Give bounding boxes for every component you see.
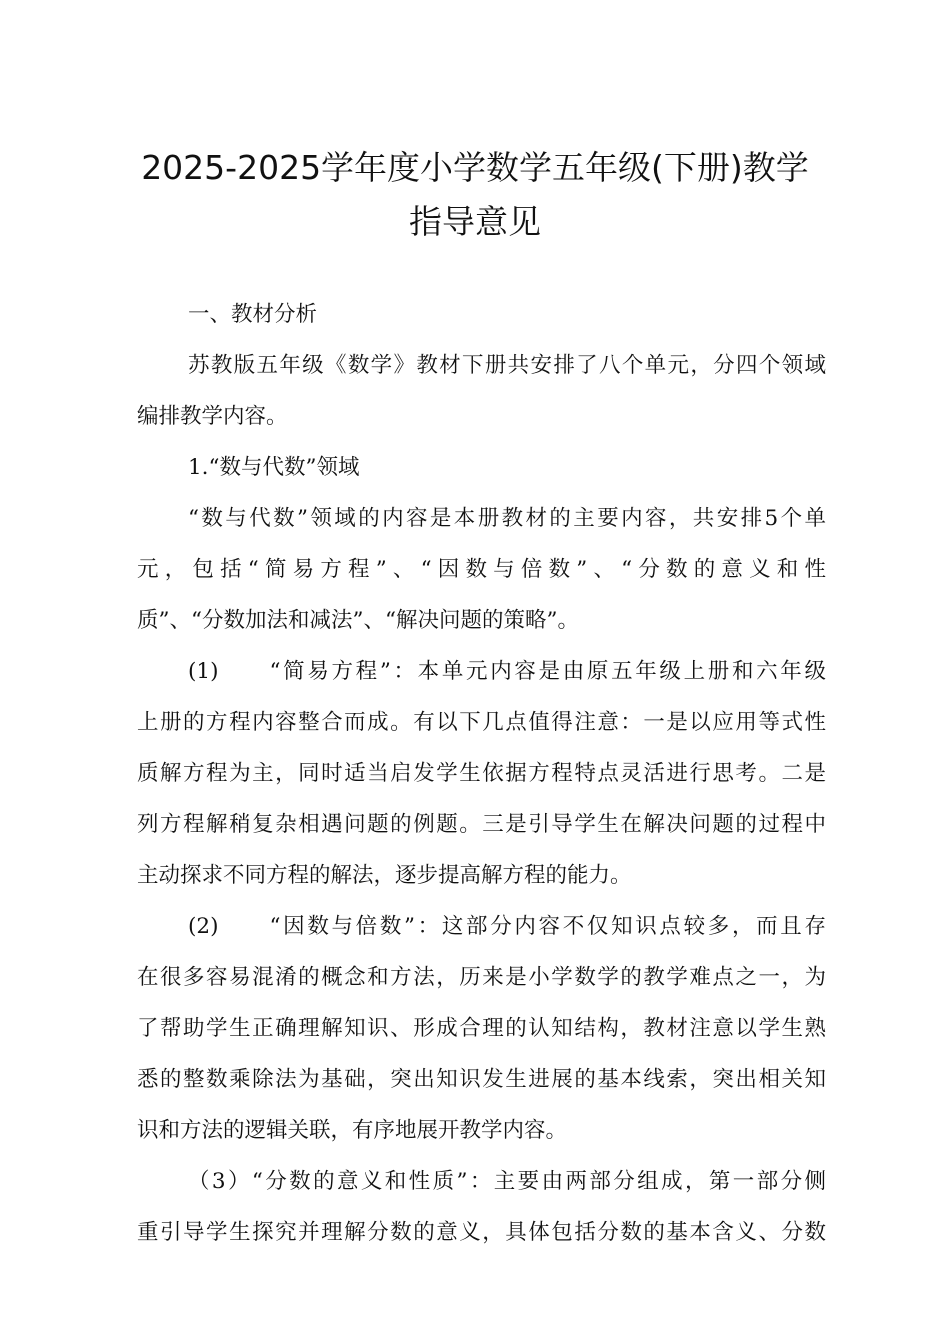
paragraph-line: (2) “因数与倍数”：这部分内容不仅知识点较多，而且存: [188, 914, 826, 939]
paragraph-line: 悉的整数乘除法为基础，突出知识发生进展的基本线索，突出相关知: [137, 1067, 826, 1092]
document-title-line-2: 指导意见: [409, 202, 541, 241]
section-heading: 一、教材分析: [188, 302, 318, 327]
paragraph-line: （3）“分数的意义和性质”：主要由两部分组成，第一部分侧: [188, 1169, 826, 1194]
paragraph-line: 元，包括“简易方程”、“因数与倍数”、“分数的意义和性: [137, 557, 826, 582]
paragraph-line: 编排教学内容。: [137, 404, 288, 429]
paragraph-line: 上册的方程内容整合而成。有以下几点值得注意：一是以应用等式性: [137, 710, 826, 735]
paragraph-line: 苏教版五年级《数学》教材下册共安排了八个单元，分四个领域: [188, 353, 826, 378]
paragraph-line: 质”、“分数加法和减法”、“解决问题的策略”。: [137, 608, 579, 633]
paragraph-line: 重引导学生探究并理解分数的意义，具体包括分数的基本含义、分数: [137, 1220, 826, 1245]
paragraph-line: “数与代数”领域的内容是本册教材的主要内容，共安排5个单: [188, 506, 826, 531]
paragraph-line: 主动探求不同方程的解法，逐步提高解方程的能力。: [137, 863, 632, 888]
document-title-line-1: 2025-2025学年度小学数学五年级(下册)教学: [141, 148, 809, 187]
paragraph-line: 列方程解稍复杂相遇问题的例题。三是引导学生在解决问题的过程中: [137, 812, 826, 837]
paragraph-line: (1) “简易方程”：本单元内容是由原五年级上册和六年级: [188, 659, 826, 684]
paragraph-line: 了帮助学生正确理解知识、形成合理的认知结构，教材注意以学生熟: [137, 1016, 826, 1041]
paragraph-line: 识和方法的逻辑关联，有序地展开教学内容。: [137, 1118, 568, 1143]
subsection-heading: 1.“数与代数”领域: [188, 455, 360, 480]
paragraph-line: 在很多容易混淆的概念和方法，历来是小学数学的教学难点之一，为: [137, 965, 826, 990]
paragraph-line: 质解方程为主，同时适当启发学生依据方程特点灵活进行思考。二是: [137, 761, 826, 786]
